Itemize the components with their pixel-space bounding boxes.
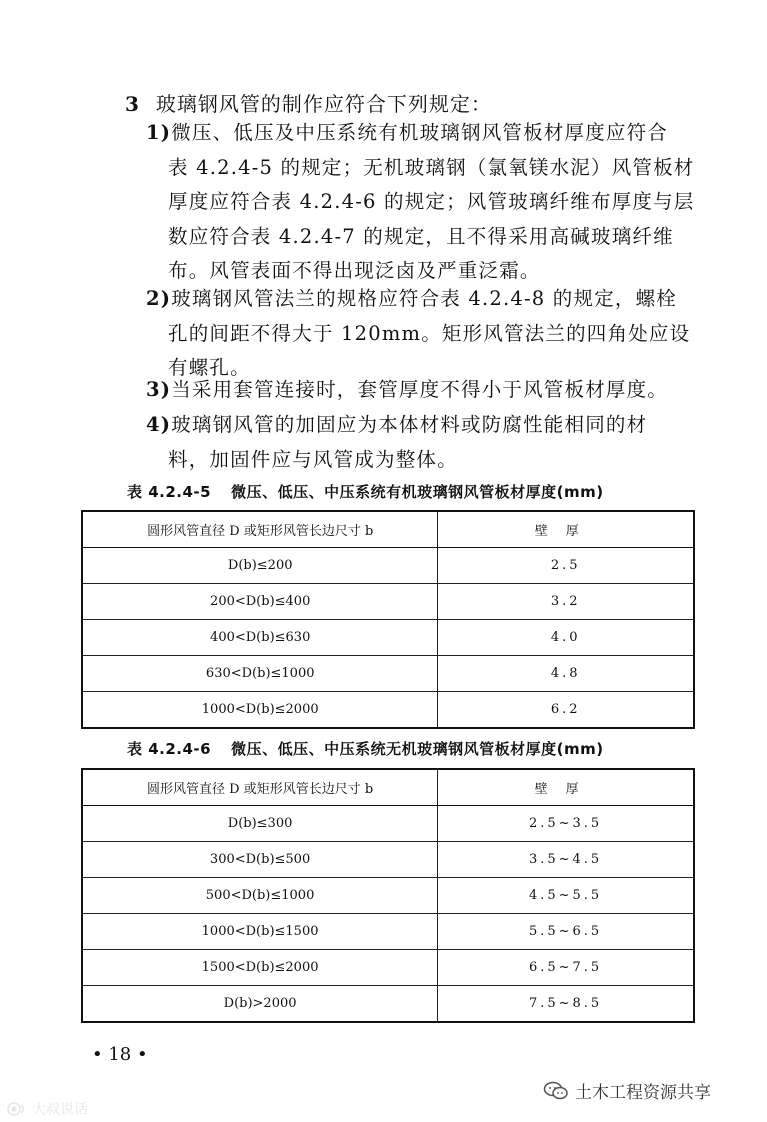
thickness-cell: 4.0: [438, 620, 694, 656]
item-mark: 3): [146, 378, 172, 401]
table-row: [82, 842, 694, 878]
camera-logo-icon: [6, 1101, 28, 1117]
size-cell: 1500<D(b)≤2000: [82, 950, 438, 986]
thickness-cell: 2.5~3.5: [438, 806, 694, 842]
size-cell: 500<D(b)≤1000: [82, 878, 438, 914]
thickness-cell: 5.5~6.5: [438, 914, 694, 950]
column-header-thickness: 壁厚: [438, 511, 694, 548]
thickness-cell: 4.5~5.5: [438, 878, 694, 914]
clause-heading: [125, 88, 492, 117]
size-cell: 1000<D(b)≤2000: [82, 692, 438, 729]
item-continuation-text: 表 4.2.4-5 的规定；无机玻璃钢（氯氧镁水泥）风管板材厚度应符合表 4.2.4-6 的规定；风管玻璃纤维布厚度与层数应符合表 4.2.4-7 的规定，且不得采用高碱玻璃纤维布。风管表面不得出现泛卤及严重泛霜。: [168, 155, 695, 282]
table-row: [82, 878, 694, 914]
item-lead-text: 玻璃钢风管法兰的规格应符合表 4.2.4-8 的规定，螺栓: [171, 287, 678, 310]
page-number: • 18 •: [92, 1044, 148, 1065]
item-lead-text: 玻璃钢风管的加固应为本体材料或防腐性能相同的材: [171, 413, 648, 436]
size-cell: 400<D(b)≤630: [82, 620, 438, 656]
size-cell: 1000<D(b)≤1500: [82, 914, 438, 950]
table-2: [81, 768, 695, 1023]
item-lead-text: 当采用套管连接时，套管厚度不得小于风管板材厚度。: [171, 378, 669, 401]
thickness-cell: 6.2: [438, 692, 694, 729]
table-2-caption: [127, 738, 604, 759]
list-item-4: [146, 408, 706, 477]
thickness-cell: 3.5~4.5: [438, 842, 694, 878]
thickness-cell: 6.5~7.5: [438, 950, 694, 986]
item-lead-text: 微压、低压及中压系统有机玻璃钢风管板材厚度应符合: [171, 121, 669, 144]
column-header-size: 圆形风管直径 D 或矩形风管长边尺寸 b: [82, 769, 438, 806]
table-1-caption: [127, 481, 604, 502]
column-header-size: 圆形风管直径 D 或矩形风管长边尺寸 b: [82, 511, 438, 548]
list-item-1: [146, 116, 706, 289]
clause-number: 3: [125, 92, 140, 116]
thickness-cell: 2.5: [438, 548, 694, 584]
table-row: [82, 950, 694, 986]
size-cell: 200<D(b)≤400: [82, 584, 438, 620]
table-1-number: 表 4.2.4-5: [127, 483, 212, 501]
thickness-cell: 3.2: [438, 584, 694, 620]
table-header-row: [82, 769, 694, 806]
table-row: [82, 914, 694, 950]
table-header-row: [82, 511, 694, 548]
table-2-title: 微压、低压、中压系统无机玻璃钢风管板材厚度(mm): [231, 740, 604, 758]
size-cell: 300<D(b)≤500: [82, 842, 438, 878]
clause-text: 玻璃钢风管的制作应符合下列规定：: [155, 92, 492, 116]
list-item-2: [146, 282, 706, 386]
size-cell: D(b)>2000: [82, 986, 438, 1023]
item-mark: 4): [146, 413, 172, 436]
table-1-title: 微压、低压、中压系统有机玻璃钢风管板材厚度(mm): [231, 483, 604, 501]
item-continuation-text: 孔的间距不得大于 120mm。矩形风管法兰的四角处应设有螺孔。: [168, 321, 691, 379]
item-continuation-text: 料，加固件应与风管成为整体。: [168, 447, 458, 471]
item-mark: 2): [146, 287, 172, 310]
column-header-thickness: 壁厚: [438, 769, 694, 806]
table-row: [82, 656, 694, 692]
thickness-cell: 4.8: [438, 656, 694, 692]
watermark-account: [543, 1078, 711, 1103]
table-row: [82, 584, 694, 620]
watermark-corner: [6, 1099, 88, 1119]
watermark-corner-text: 大叔说话: [32, 1102, 88, 1118]
item-mark: 1): [146, 121, 172, 144]
size-cell: D(b)≤200: [82, 548, 438, 584]
table-row: [82, 620, 694, 656]
size-cell: D(b)≤300: [82, 806, 438, 842]
table-row: [82, 548, 694, 584]
size-cell: 630<D(b)≤1000: [82, 656, 438, 692]
list-item-3: [146, 373, 706, 408]
table-row: [82, 806, 694, 842]
table-2-number: 表 4.2.4-6: [127, 740, 212, 758]
table-1: [81, 510, 695, 729]
thickness-cell: 7.5~8.5: [438, 986, 694, 1023]
wechat-icon: [543, 1081, 569, 1101]
table-row: [82, 692, 694, 729]
watermark-account-name: 土木工程资源共享: [575, 1083, 711, 1103]
table-row: [82, 986, 694, 1023]
